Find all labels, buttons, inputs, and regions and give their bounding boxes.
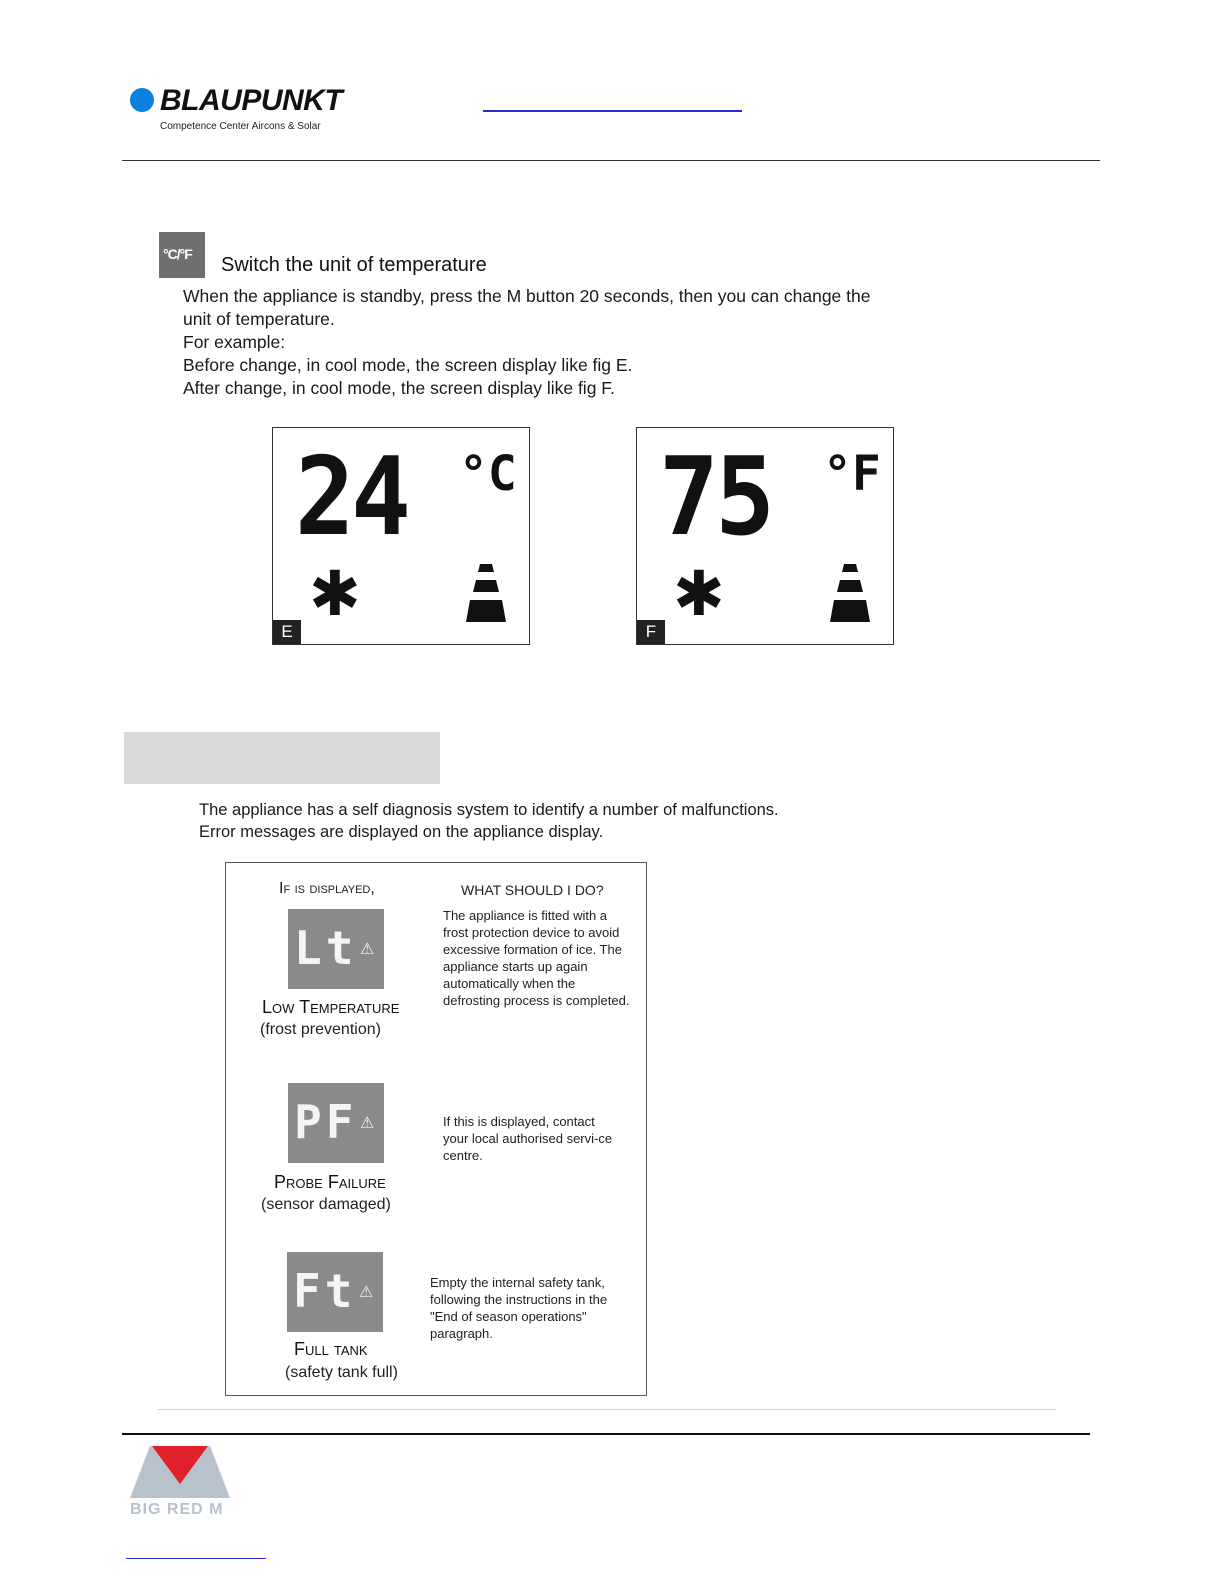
lcd-figure-f (636, 427, 894, 645)
snowflake-icon: ✱ (673, 560, 725, 629)
column-header-what-to-do: WHAT SHOULD I DO? (461, 882, 604, 898)
section-heading-band (124, 732, 440, 784)
warning-icon: ⚠ (360, 941, 375, 958)
unit-instruction-line-3: For example: (183, 332, 286, 352)
section-title-unit: Switch the unit of temperature (221, 254, 487, 276)
error-code: Ft (293, 1264, 357, 1318)
header-divider (122, 160, 1100, 161)
big-red-m-logo (130, 1444, 230, 1516)
snowflake-icon: ✱ (309, 560, 361, 629)
footer-divider (122, 1433, 1090, 1435)
error-code: Lt (294, 921, 358, 975)
footer-divider-light (158, 1409, 1056, 1410)
error-name: Full tank (294, 1339, 368, 1359)
unit-instruction-line-1: When the appliance is standby, press the M button 20 seconds, then you can change the (183, 286, 871, 306)
figure-label: E (273, 620, 301, 644)
lcd-figure-e (272, 427, 530, 645)
lcd-temperature-value: 24 (295, 435, 408, 560)
header-link-underline[interactable] (483, 110, 742, 112)
error-messages-table (225, 862, 647, 1396)
error-display-lt (288, 909, 384, 989)
lcd-temperature-unit: °F (823, 446, 881, 502)
error-description: If this is displayed, contact your local authorised servi-ce centre. (443, 1114, 613, 1163)
error-subtitle: (safety tank full) (285, 1364, 398, 1381)
unit-instruction-line-5: After change, in cool mode, the screen display like fig F. (183, 378, 615, 398)
error-name: Low Temperature (262, 997, 400, 1017)
brand-logo-dot (130, 88, 154, 112)
lcd-temperature-unit: °C (459, 446, 517, 502)
error-description: Empty the internal safety tank, following the instructions in the "End of season operations" paragraph. (430, 1275, 608, 1341)
figure-label: F (637, 620, 665, 644)
error-display-ft (287, 1252, 383, 1332)
footer-brand-text: BIG RED M (130, 1501, 224, 1516)
celsius-fahrenheit-icon: °C/°F (159, 232, 205, 278)
lcd-temperature-value: 75 (659, 435, 772, 560)
fan-speed-icon (461, 562, 511, 624)
error-display-pf (288, 1083, 384, 1163)
fan-speed-icon (825, 562, 875, 624)
brand-tagline: Competence Center Aircons & Solar (160, 121, 321, 132)
brand-name: BLAUPUNKT (160, 84, 343, 117)
errors-intro-line-2: Error messages are displayed on the appliance display. (199, 823, 604, 841)
warning-icon: ⚠ (359, 1284, 374, 1301)
error-subtitle: (sensor damaged) (261, 1196, 391, 1213)
unit-instruction-line-2: unit of temperature. (183, 309, 335, 329)
unit-instruction-line-4: Before change, in cool mode, the screen display like fig E. (183, 355, 633, 375)
errors-intro-line-1: The appliance has a self diagnosis system to identify a number of malfunctions. (199, 801, 779, 819)
error-name: Probe Failure (274, 1172, 386, 1192)
error-code: PF (294, 1095, 358, 1149)
column-header-if-displayed: If is displayed, (279, 880, 375, 897)
error-subtitle: (frost prevention) (260, 1021, 381, 1038)
warning-icon: ⚠ (360, 1115, 375, 1132)
error-description: The appliance is fitted with a frost protection device to avoid excessive formation of ice. The appliance starts up again automatically when the defrosting process is completed. (443, 908, 630, 1008)
footer-link-underline[interactable] (126, 1558, 266, 1559)
